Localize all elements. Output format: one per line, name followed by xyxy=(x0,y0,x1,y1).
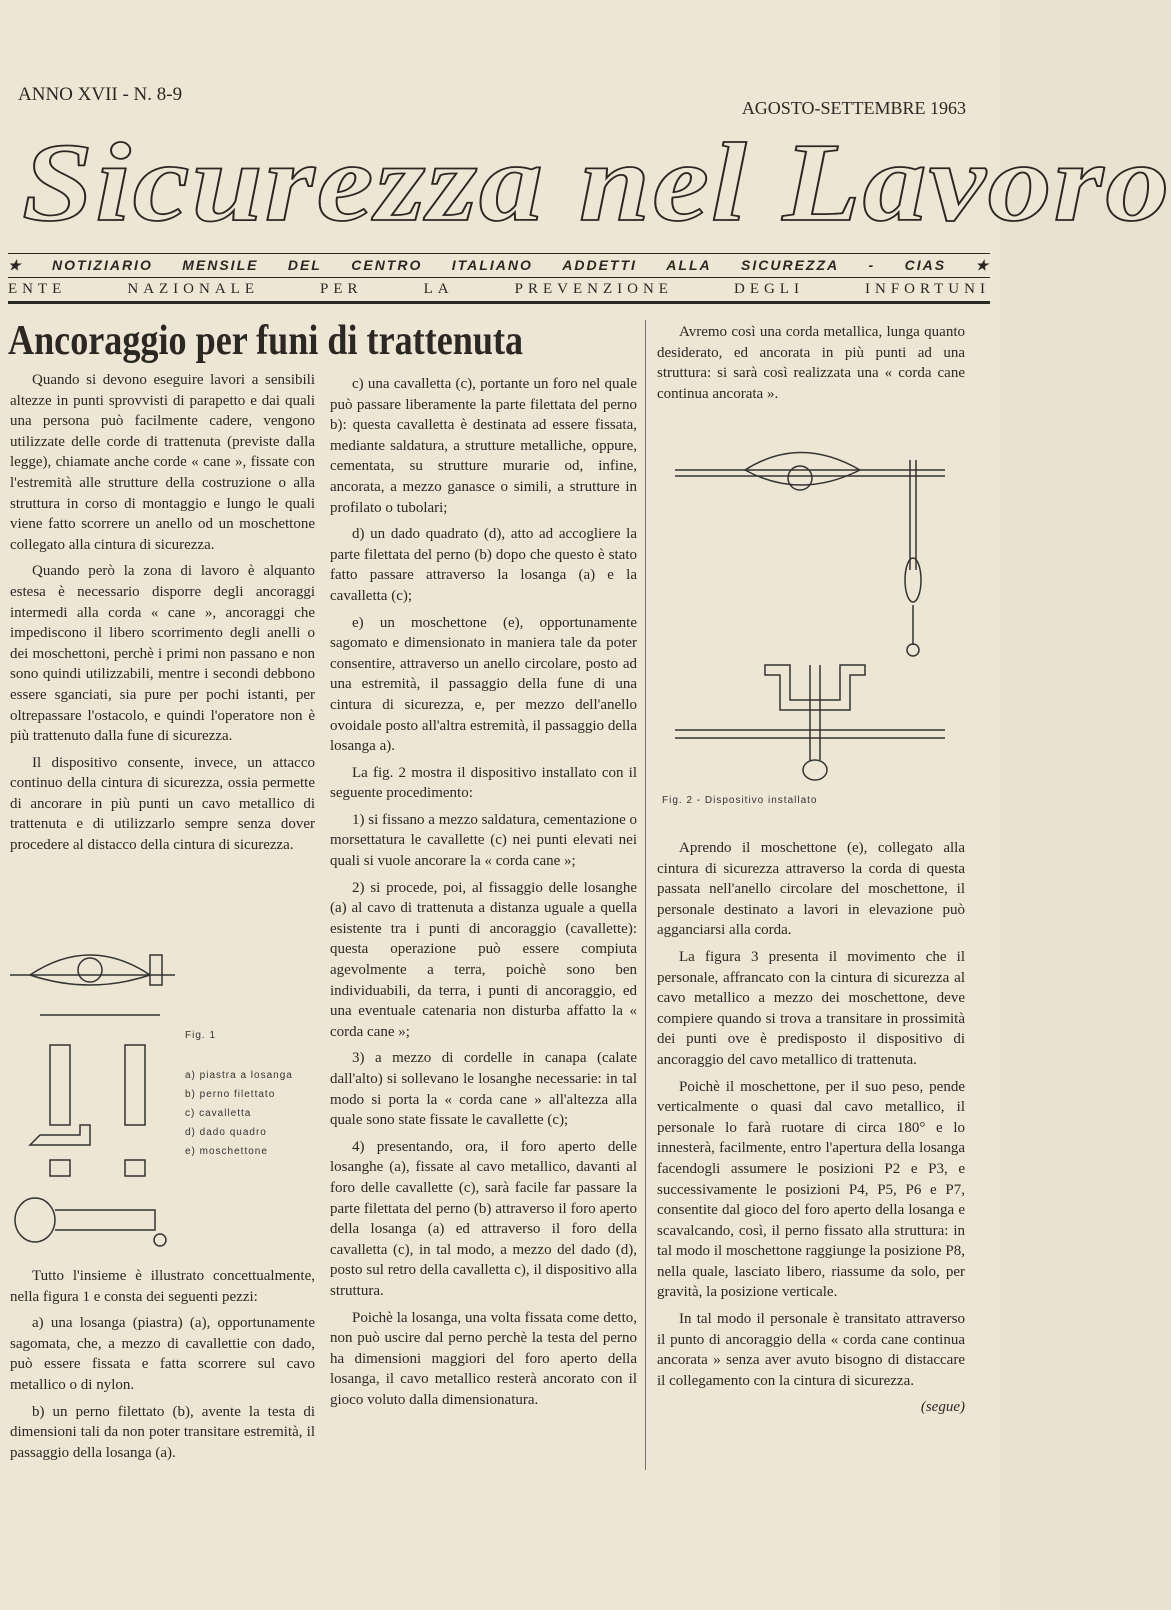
paragraph: 4) presentando, ora, il foro aperto delle losanghe (a), fissate al cavo metallico, davanti al foro delle cavallette (c), sarà facile far passare la parte filettata del perno (b) attraverso il foro aperto della losanga (a) ed attraverso il foro della cavalletta (c), in tal modo, a mezzo del dado (d), posto sul retro della cavalletta c), il dispositivo alla struttura. xyxy=(330,1138,637,1299)
word: SICUREZZA xyxy=(741,257,840,273)
word: ITALIANO xyxy=(451,257,533,273)
legend-item: c) cavalletta xyxy=(185,1108,252,1119)
paragraph: Quando però la zona di lavoro è alquanto estesa è necessario disporre degli ancoraggi intermedi alla corda « cane », ancoraggi che impediscono il libero scorrimento degli anelli o dei moschettoni, perchè i primi non passano e non sono quindi utilizzabili, mentre i secondi debbono essere sganciati, sia pure per pochi istanti, per oltrepassare l'ostacolo, e quindi l'operatore non è più trattenuto dalla fune di sicurezza. xyxy=(10,563,315,745)
column-3-continued xyxy=(657,838,965,1424)
subtitle-line-1 xyxy=(8,257,990,274)
masthead-title: Sicurezza nel Lavoro xyxy=(22,119,1171,245)
word: - xyxy=(868,257,876,273)
divider xyxy=(8,277,990,278)
word: NOTIZIARIO xyxy=(51,257,153,273)
word: MENSILE xyxy=(182,257,259,273)
paragraph: Tutto l'insieme è illustrato concettualmente, nella figura 1 e consta dei seguenti pezzi: xyxy=(10,1268,315,1305)
word: ADDETTI xyxy=(562,257,637,273)
figure-1-drawing xyxy=(10,935,180,1255)
paragraph: c) una cavalletta (c), portante un foro nel quale può passare liberamente la parte filettata del perno b): questa cavalletta è destinata ad essere fissata, mediante saldatura, a strutture metalliche, oppure, cementata, su strutture murarie od, infine, ancorata, a mezzo ganasce o simili, a strutture in profilato o tubolari; xyxy=(330,376,637,516)
word: ENTE xyxy=(8,281,67,297)
paragraph: 3) a mezzo di cordelle in canapa (calate dall'alto) si sollevano le losanghe necessarie: in tal modo si porta la « corda cane » all'altezza alla quale sono state fissate le cavallette (c); xyxy=(330,1050,637,1129)
legend-item: a) piastra a losanga xyxy=(185,1070,293,1081)
paragraph: Poichè il moschettone, per il suo peso, pende verticalmente o quasi dal cavo metallico, il personale lo farà ruotare di circa 180° e lo innesterà, facilmente, entro l'apertura della losanga facendogli assumere le posizioni P2 e P3, e successivamente le posizioni P4, P5, P6 e P7, consentite dal gioco del foro aperto della losanga e scavalcando, così, il perno fissato alla struttura: in tal modo il moschettone raggiunge la posizione P8, nella quale, lasciato libero, riassume da solo, per gravità, la posizione verticale. xyxy=(657,1078,965,1301)
legend-item: e) moschettone xyxy=(185,1146,268,1157)
column-1 xyxy=(10,370,315,862)
paragraph: La figura 3 presenta il movimento che il personale, affrancato con la cintura di sicurezza al cavo metallico a mezzo dei moschettone, deve compiere quando si trova a transitare in prossimità dei punti ove è predisposto il dispositivo di ancoraggio del cavo metallico di trattenuta. xyxy=(657,948,965,1068)
word: INFORTUNI xyxy=(865,281,990,297)
continued-note: (segue) xyxy=(920,1399,965,1416)
paragraph: Quando si devono eseguire lavori a sensibili altezze in punti sprovvisti di parapetto e dai quali una persona può facilmente cadere, vengono utilizzate delle corde di trattenuta (previste dalla legge), chiamate anche corde « cane », fissate con l'estremità alle strutture della costruzione o alla struttura in corso di montaggio e lungo le quali viene fatto scorrere un anello od un moschettone collegato alla cintura di sicurezza. xyxy=(10,372,315,553)
paragraph: 2) si procede, poi, al fissaggio delle losanghe (a) al cavo di trattenuta a distanza uguale a quella esistente tra i punti di ancoraggio (cavallette): questa operazione può essere compiuta agevolmente a terra, poichè sono ben individuabili, da terra, i punti di ancoraggio, ed una eventuale catenaria non disturba affatto la « corda cane »; xyxy=(330,879,637,1040)
word: ALLA xyxy=(666,257,712,273)
article-headline: Ancoraggio per funi di trattenuta xyxy=(8,318,524,364)
word: NAZIONALE xyxy=(127,281,260,297)
column-3 xyxy=(657,322,965,410)
column-divider xyxy=(645,320,646,1470)
paragraph: 1) si fissano a mezzo saldatura, cementazione o morsettatura le cavallette (c) nei punti elevati nei quali si vuole ancorare la « corda cane »; xyxy=(330,811,637,870)
star: ★ xyxy=(975,257,990,273)
legend-item: d) dado quadro xyxy=(185,1127,267,1138)
paragraph: Il dispositivo consente, invece, un attacco continuo della cintura di sicurezza, ossia permette di ancorare in più punti un cavo metallico di trattenuta e di utilizzarlo sempre senza dover procedere al distacco della cintura di sicurezza. xyxy=(10,754,315,854)
figure-1-label: Fig. 1 xyxy=(185,1030,217,1041)
issue-date: AGOSTO-SETTEMBRE 1963 xyxy=(741,98,966,118)
paragraph: In tal modo il personale è transitato attraverso il punto di ancoraggio della « corda cane continua ancorata » senza aver avuto bisogno di distaccare il collegamento con la cintura di sicurezza. xyxy=(657,1311,965,1389)
figure-2-caption: Fig. 2 - Dispositivo installato xyxy=(662,795,818,806)
paragraph: e) un moschettone (e), opportunamente sagomato e dimensionato in maniera tale da poter consentire, attraverso un anello circolare, posto ad una estremità, il passaggio della fune di una cintura di sicurezza, e, per mezzo dell'anello ovoidale posto all'altra estremità, il passaggio della losanga a). xyxy=(330,614,637,755)
paragraph: Aprendo il moschettone (e), collegato alla cintura di sicurezza attraverso la corda di questa passata nell'anello circolare del moschettone, il personale destinato a lavori in elevazione può agganciarsi alla corda. xyxy=(657,840,965,939)
divider xyxy=(8,301,990,304)
paragraph: La fig. 2 mostra il dispositivo installato con il seguente procedimento: xyxy=(330,764,637,802)
paragraph: Avremo così una corda metallica, lunga quanto desiderato, ed ancorata in più punti ad una struttura: si sarà così realizzata una « corda cane continua ancorata ». xyxy=(657,324,965,402)
word: DEGLI xyxy=(733,281,804,297)
word: PREVENZIONE xyxy=(514,281,673,297)
word: LA xyxy=(423,281,454,297)
word: CIAS xyxy=(904,257,947,273)
figure-2-drawing xyxy=(670,440,970,785)
divider xyxy=(8,253,990,254)
word: DEL xyxy=(287,257,322,273)
word: PER xyxy=(320,281,363,297)
word: CENTRO xyxy=(351,257,423,273)
column-1-continued xyxy=(10,1266,315,1469)
star: ★ xyxy=(8,257,23,273)
subtitle-line-2 xyxy=(8,281,990,298)
paragraph: Poichè la losanga, una volta fissata come detto, non può uscire dal perno perchè la testa del perno ha dimensioni maggiori del foro aperto della losanga, il cavo metallico resterà ancorato con il gioco voluto dalla dimensionatura. xyxy=(330,1309,637,1408)
figure-1-legend xyxy=(185,1066,293,1161)
paragraph: a) una losanga (piastra) (a), opportunamente sagomata, che, a mezzo di cavallettie con dado, può essere fissata e fatta scorrere sul cavo metallico o di nylon. xyxy=(10,1315,315,1393)
column-2 xyxy=(330,374,637,1417)
paragraph: d) un dado quadrato (d), atto ad accogliere la parte filettata del perno (b) dopo che questo è stato fatto passare attraverso la losanga (a) e la cavalletta (c); xyxy=(330,526,637,604)
legend-item: b) perno filettato xyxy=(185,1089,276,1100)
paragraph: b) un perno filettato (b), avente la testa di dimensioni tali da non poter transitare estremità, il passaggio della losanga (a). xyxy=(10,1403,315,1461)
issue-number: ANNO XVII - N. 8-9 xyxy=(18,84,183,105)
